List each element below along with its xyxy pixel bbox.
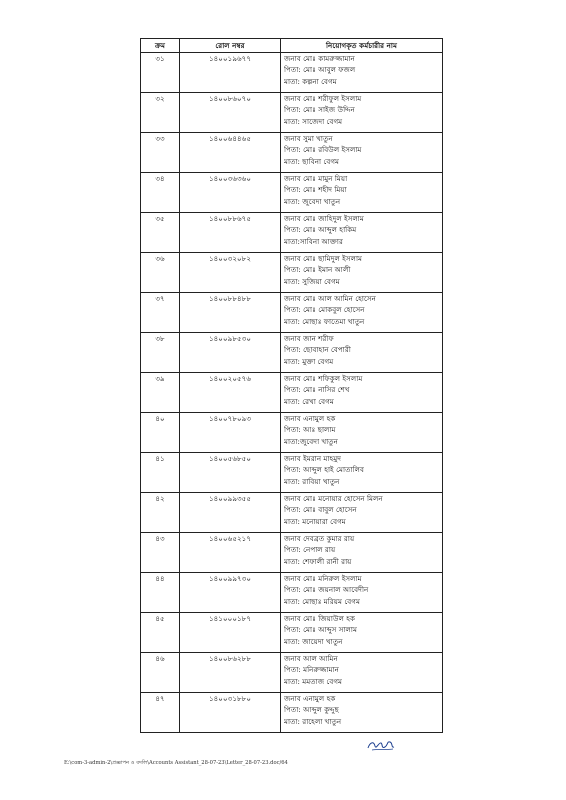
- mother-name: মাতা: জায়েদা খাতুন: [284, 636, 343, 646]
- roll-number-cell: ১৪০০৯৮৫৩০: [180, 333, 281, 373]
- appointee-details-cell: [281, 453, 443, 493]
- signature-initials: [366, 738, 396, 752]
- father-name: পিতা: মোঃ রবিউল ইসলাম: [284, 145, 362, 155]
- serial-cell: ৩২: [141, 93, 180, 133]
- appointee-name: জনাব আল আমিন: [284, 654, 338, 663]
- serial-cell: ৪৭: [141, 693, 180, 733]
- table-row: [141, 93, 443, 133]
- table-row: [141, 493, 443, 533]
- serial-cell: ৩৪: [141, 173, 180, 213]
- roll-number-cell: ১৪০০৬৫২১৭: [180, 533, 281, 573]
- roll-number-cell: ১৪০০৮৬০৭০: [180, 93, 281, 133]
- mother-name: মাতা: কল্পনা বেগম: [284, 76, 337, 86]
- father-name: পিতা: মোঃ বাবুল হোসেন: [284, 505, 357, 515]
- mother-name: মাতা: মনোয়ারা বেগম: [284, 516, 346, 526]
- table-header-row: [141, 39, 443, 53]
- roll-number-cell: ১৪০০২০৫৭৬: [180, 373, 281, 413]
- appointee-details-cell: [281, 653, 443, 693]
- mother-name: মাতা: শেফালী রানী রায়: [284, 556, 352, 566]
- roll-number-cell: ১৪০০৩৬৩৬০: [180, 173, 281, 213]
- serial-cell: ৩৩: [141, 133, 180, 173]
- appointee-name: জনাব দেবব্রত কুমার রায়: [284, 534, 355, 543]
- father-name: পিতা: ছোবাহান বেপারী: [284, 345, 351, 355]
- mother-name: মাতা:সাবিনা আক্তার: [284, 236, 343, 246]
- appointee-details-cell: [281, 573, 443, 613]
- father-name: পিতা: মোঃ নাসির শেখ: [284, 385, 350, 395]
- serial-cell: ৪০: [141, 413, 180, 453]
- appointee-details-cell: [281, 53, 443, 93]
- mother-name: মাতা: রাবিয়া খাতুন: [284, 476, 340, 486]
- roll-number-cell: ১৪০০৩২০৮২: [180, 253, 281, 293]
- roll-number-cell: ১৪০০৭৮০৯৩: [180, 413, 281, 453]
- table-row: [141, 613, 443, 653]
- father-name: পিতা: আব্দুল কুদ্দুছ: [284, 705, 339, 715]
- roll-number-cell: ১৪০০৮৮৬৭৫: [180, 213, 281, 253]
- roll-number-cell: ১৪০০৫৬৮৫০: [180, 453, 281, 493]
- mother-name: মাতা: মুক্তা বেগম: [284, 356, 334, 366]
- appointee-name: জনাব মোঃ জিয়াউল হক: [284, 614, 356, 623]
- roll-number-cell: ১৪০০৮৬২৮৮: [180, 653, 281, 693]
- appointee-name: জনাব সুমা খাতুন: [284, 134, 333, 143]
- appointee-name: জনাব মোঃ শরীফুল ইসলাম: [284, 94, 362, 103]
- appointee-name: জনাব ইমরান মাহমুদ: [284, 454, 342, 463]
- father-name: পিতা: আঃ ছালাম: [284, 425, 336, 435]
- appointee-name: জনাব মোঃ মামুন মিয়া: [284, 174, 348, 183]
- father-name: পিতা: নেপাল রায়: [284, 545, 336, 555]
- mother-name: মাতা: ছাবিনা বেগম: [284, 156, 340, 166]
- mother-name: মাতা: মোছাঃ মরিয়ম বেগম: [284, 596, 360, 606]
- table-row: [141, 53, 443, 93]
- table-row: [141, 213, 443, 253]
- appointee-name: জনাব মোঃ মনোয়ার হোসেন মিলন: [284, 494, 383, 503]
- appointee-name: জনাব মোঃ মনিরুল ইসলাম: [284, 574, 362, 583]
- appointee-name: জনাব মোঃ শফিকুল ইসলাম: [284, 374, 363, 383]
- table-row: [141, 173, 443, 213]
- table-row: [141, 653, 443, 693]
- appointee-name: জনাব মোঃ কামরুজ্জামান: [284, 54, 355, 63]
- serial-cell: ৩৭: [141, 293, 180, 333]
- table-row: [141, 573, 443, 613]
- appointee-details-cell: [281, 253, 443, 293]
- roll-number-cell: ১৪০০৯৯৩৫৫: [180, 493, 281, 533]
- roll-number-cell: ১৪১০০০১৮৭: [180, 613, 281, 653]
- serial-cell: ৩৮: [141, 333, 180, 373]
- mother-name: মাতা: রেখা বেগম: [284, 396, 334, 406]
- mother-name: মাতা:জুবেদা খাতুন: [284, 436, 338, 446]
- table-body: [141, 53, 443, 733]
- father-name: পিতা: মোঃ আব্দুল হাকিম: [284, 225, 357, 235]
- serial-cell: ৪৩: [141, 533, 180, 573]
- serial-cell: ৩৯: [141, 373, 180, 413]
- appointee-name: জনাব এনামুল হক: [284, 694, 336, 703]
- mother-name: মাতা: সুজিয়া বেগম: [284, 276, 340, 286]
- serial-cell: ৩৬: [141, 253, 180, 293]
- appointee-details-cell: [281, 413, 443, 453]
- father-name: পিতা: মোঃ আব্দুস সালাম: [284, 625, 357, 635]
- serial-cell: ৪৫: [141, 613, 180, 653]
- appointee-details-cell: [281, 373, 443, 413]
- serial-cell: ৩৫: [141, 213, 180, 253]
- father-name: পিতা: মোঃ আবুল ফজল: [284, 65, 356, 75]
- roll-number-cell: ১৪০০১৯৬৭৭: [180, 53, 281, 93]
- roll-number-cell: ১৪০০৮৮৪৮৮: [180, 293, 281, 333]
- appointee-details-cell: [281, 333, 443, 373]
- mother-name: মাতা: জুবেদা খাতুন: [284, 196, 341, 206]
- serial-cell: ৪৪: [141, 573, 180, 613]
- father-name: পিতা: মোঃ সাইজ উদ্দিন: [284, 105, 355, 115]
- table-row: [141, 373, 443, 413]
- roll-number-cell: ১৪০০৬৪৪৬৫: [180, 133, 281, 173]
- table-row: [141, 413, 443, 453]
- appointee-name: জনাব জান শরীফ: [284, 334, 334, 343]
- table-row: [141, 453, 443, 493]
- serial-column-header: ক্রম: [141, 39, 180, 53]
- table-row: [141, 253, 443, 293]
- appointee-details-cell: [281, 293, 443, 333]
- appointee-details-cell: [281, 693, 443, 733]
- appointee-details-cell: [281, 613, 443, 653]
- appointee-details-cell: [281, 533, 443, 573]
- mother-name: মাতা: রাহেলা খাতুন: [284, 716, 342, 726]
- appointee-details-cell: [281, 93, 443, 133]
- table-row: [141, 333, 443, 373]
- father-name: পিতা: মোঃ জয়নাল আবেদীন: [284, 585, 369, 595]
- roll-number-cell: ১৪০০৩১৮৮০: [180, 693, 281, 733]
- appointee-details-cell: [281, 493, 443, 533]
- mother-name: মাতা: সাজেদা বেগম: [284, 116, 343, 126]
- father-name: পিতা: মনিরুজ্জামান: [284, 665, 339, 675]
- appointee-details-cell: [281, 133, 443, 173]
- appointee-name: জনাব মোঃ ছামিদুল ইসলাম: [284, 254, 363, 263]
- appointee-name: জনাব এনামুল হক: [284, 414, 336, 423]
- roll-column-header: রোল নম্বর: [180, 39, 281, 53]
- mother-name: মাতা: মমতাজ বেগম: [284, 676, 343, 686]
- serial-cell: ৪৬: [141, 653, 180, 693]
- father-name: পিতা: আব্দুল হাই মোতালিব: [284, 465, 364, 475]
- appointee-details-cell: [281, 213, 443, 253]
- name-column-header: নিয়োগকৃত কর্মচারীর নাম: [281, 39, 443, 53]
- appointee-table: [140, 38, 443, 733]
- father-name: পিতা: মোঃ শহীদ মিয়া: [284, 185, 347, 195]
- mother-name: মাতা: মোছাঃ ফাতেমা খাতুন: [284, 316, 365, 326]
- serial-cell: ৪১: [141, 453, 180, 493]
- appointee-details-cell: [281, 173, 443, 213]
- appointee-name: জনাব মোঃ আল আমিন হোসেন: [284, 294, 376, 303]
- serial-cell: ৩১: [141, 53, 180, 93]
- roll-number-cell: ১৪০০৯৯৭৩০: [180, 573, 281, 613]
- table-row: [141, 693, 443, 733]
- father-name: পিতা: মোঃ ইমান আলী: [284, 265, 351, 275]
- serial-cell: ৪২: [141, 493, 180, 533]
- table-row: [141, 293, 443, 333]
- appointee-name: জনাব মোঃ জাহিদুল ইসলাম: [284, 214, 364, 223]
- table-row: [141, 533, 443, 573]
- father-name: পিতা: মোঃ মোকবুল হোসেন: [284, 305, 365, 315]
- file-path-footer: E:\com-3-admin-2\প্রজ্ঞাপন ও বদলি\Accounts Assistant_28-07-23\Letter_28-07-23.doc/64: [64, 760, 288, 766]
- table-row: [141, 133, 443, 173]
